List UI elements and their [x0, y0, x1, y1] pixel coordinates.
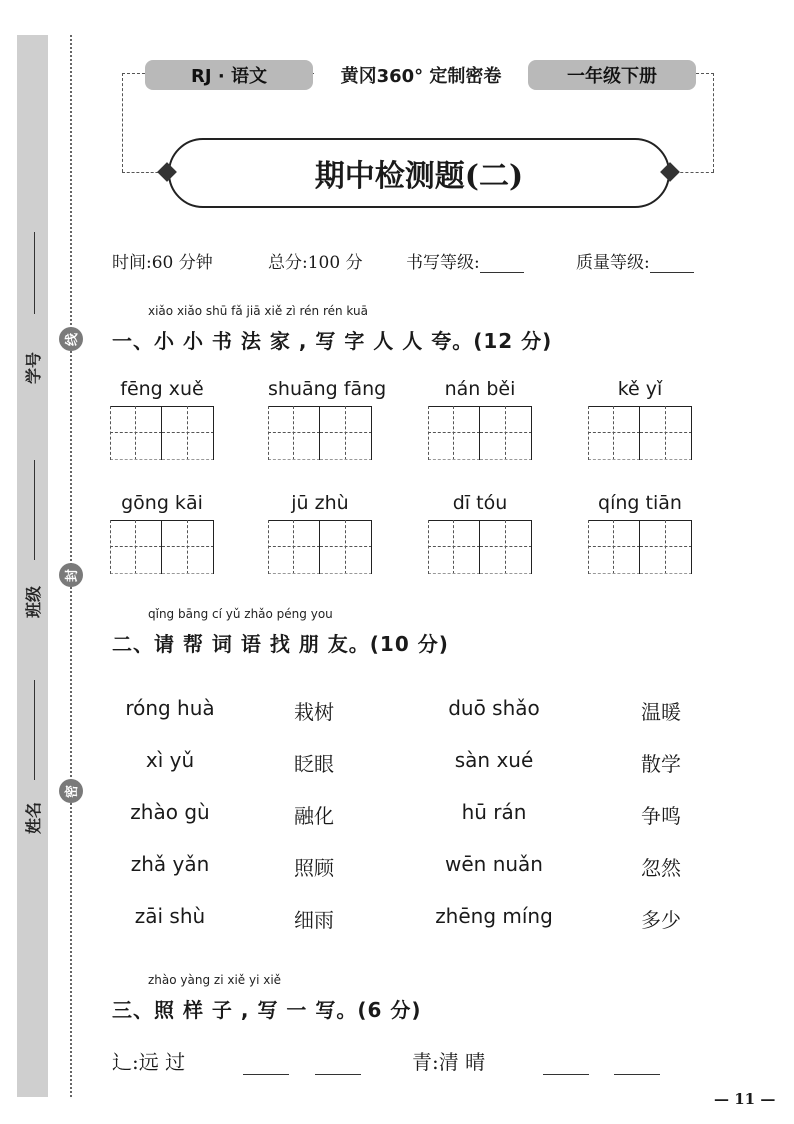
match-pinyin-right[interactable]: zhēng míng [435, 904, 553, 928]
writing-grid-5 [110, 492, 214, 546]
match-pinyin-left[interactable]: zhào gù [130, 800, 210, 824]
quality-grade: 质量等级: [576, 248, 694, 273]
match-hanzi-right[interactable]: 散学 [641, 752, 681, 776]
grid-cells [588, 406, 692, 460]
grid-cells [588, 520, 692, 574]
writing-grade: 书写等级: [406, 248, 524, 273]
writing-grid-1 [110, 378, 214, 432]
match-hanzi-left[interactable]: 融化 [294, 804, 334, 828]
writing-cell[interactable] [640, 520, 692, 574]
answer-blank-4[interactable] [614, 1074, 660, 1075]
writing-cell[interactable] [162, 520, 214, 574]
subject-pill: RJ · 语文 [145, 60, 313, 90]
match-hanzi-left[interactable]: 栽树 [294, 700, 334, 724]
match-hanzi-left[interactable]: 照顾 [294, 856, 334, 880]
match-pinyin-left[interactable]: xì yǔ [145, 748, 195, 772]
writing-cell[interactable] [640, 406, 692, 460]
student-id-line [34, 232, 35, 314]
grid-cells [428, 406, 532, 460]
grid-cells [110, 520, 214, 574]
writing-cell[interactable] [320, 520, 372, 574]
class-label: 班级 [23, 586, 43, 619]
name-label: 姓名 [23, 802, 43, 835]
grid-cells [110, 406, 214, 460]
page-title: 期中检测题(二) [168, 138, 670, 208]
writing-cell[interactable] [268, 406, 320, 460]
writing-cell[interactable] [480, 406, 532, 460]
grid-pinyin: kě yǐ [617, 378, 663, 400]
match-hanzi-right[interactable]: 忽然 [641, 856, 681, 880]
match-hanzi-right[interactable]: 争鸣 [641, 804, 681, 828]
match-hanzi-right[interactable]: 温暖 [641, 700, 681, 724]
writing-cell[interactable] [428, 520, 480, 574]
section2-heading: 二、请 帮 词 语 找 朋 友。(10 分) [112, 632, 449, 656]
match-hanzi-left[interactable]: 细雨 [294, 908, 334, 932]
grid-pinyin: dī tóu [452, 492, 508, 514]
quality-grade-blank[interactable] [650, 254, 694, 273]
match-hanzi-right[interactable]: 多少 [641, 908, 681, 932]
writing-cell[interactable] [428, 406, 480, 460]
writing-cell[interactable] [480, 520, 532, 574]
writing-grade-blank[interactable] [480, 254, 524, 273]
student-id-label: 学号 [23, 352, 43, 385]
class-line [34, 460, 35, 560]
match-pinyin-left[interactable]: zhǎ yǎn [130, 852, 210, 876]
answer-blank-3[interactable] [543, 1074, 589, 1075]
example-radical-qing: 青:清 晴 [412, 1050, 486, 1074]
writing-grid-8 [588, 492, 692, 546]
section3-pinyin: zhào yàng zi xiě yi xiě [148, 973, 282, 987]
grade-pill: 一年级下册 [528, 60, 696, 90]
writing-grid-6 [268, 492, 372, 546]
writing-cell[interactable] [320, 406, 372, 460]
grid-cells [428, 520, 532, 574]
writing-cell[interactable] [110, 520, 162, 574]
section3-heading: 三、照 样 子 , 写 一 写。(6 分) [112, 998, 422, 1022]
name-line [34, 680, 35, 780]
grid-cells [268, 520, 372, 574]
exam-info-row [112, 248, 732, 276]
time-limit: 时间:60 分钟 [112, 253, 213, 273]
section1-pinyin: xiǎo xiǎo shū fǎ jiā xiě zì rén rén kuā [148, 304, 368, 318]
match-hanzi-left[interactable]: 眨眼 [294, 752, 334, 776]
writing-grid-7 [428, 492, 532, 546]
grid-pinyin: gōng kāi [121, 492, 203, 514]
writing-cell[interactable] [588, 406, 640, 460]
writing-cell[interactable] [110, 406, 162, 460]
match-pinyin-left[interactable]: zāi shù [134, 904, 206, 928]
seal-mark-secret: 密 [59, 779, 83, 803]
answer-blank-1[interactable] [243, 1074, 289, 1075]
grid-pinyin: qíng tiān [598, 492, 682, 514]
total-score: 总分:100 分 [268, 253, 363, 273]
writing-grid-2 [268, 378, 387, 432]
section1-heading: 一、小 小 书 法 家 , 写 字 人 人 夸。(12 分) [112, 329, 553, 353]
binding-margin [17, 35, 48, 1097]
page-number: — 11 — [714, 1090, 776, 1108]
answer-blank-2[interactable] [315, 1074, 361, 1075]
writing-grid-4 [588, 378, 692, 432]
grid-pinyin: nán běi [444, 378, 516, 400]
writing-cell[interactable] [268, 520, 320, 574]
writing-cell[interactable] [588, 520, 640, 574]
example-radical-chuo: 辶:远 过 [112, 1050, 186, 1074]
grid-cells [268, 406, 372, 460]
grid-pinyin: jū zhù [291, 492, 349, 514]
series-label: 黄冈360° 定制密卷 [314, 60, 528, 90]
section2-pinyin: qǐng bāng cí yǔ zhǎo péng you [148, 607, 333, 621]
match-pinyin-right[interactable]: wēn nuǎn [445, 852, 543, 876]
match-pinyin-right[interactable]: duō shǎo [448, 696, 540, 720]
seal-mark-seal: 封 [59, 563, 83, 587]
writing-cell[interactable] [162, 406, 214, 460]
seal-mark-line: 线 [59, 327, 83, 351]
grid-pinyin: shuāng fāng [268, 378, 387, 400]
match-pinyin-right[interactable]: hū rán [461, 800, 527, 824]
match-pinyin-left[interactable]: róng huà [125, 696, 215, 720]
grid-pinyin: fēng xuě [120, 378, 204, 400]
writing-grid-3 [428, 378, 532, 432]
match-pinyin-right[interactable]: sàn xué [454, 748, 534, 772]
